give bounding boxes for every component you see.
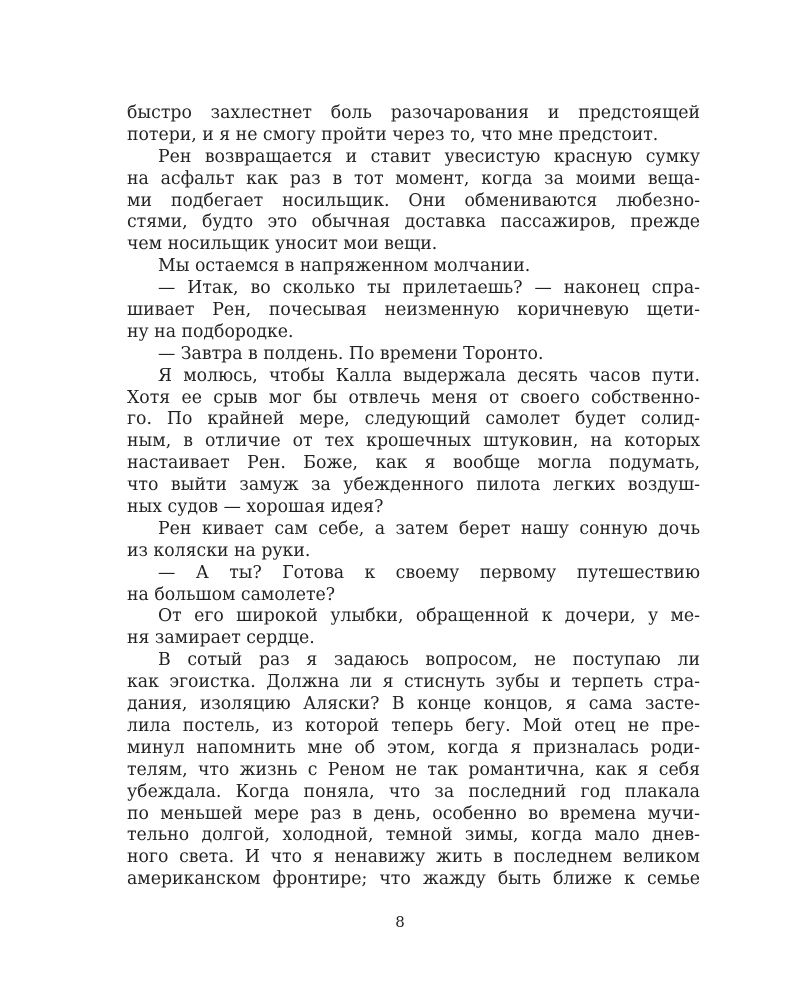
text-line: из коляски на руки.	[127, 540, 311, 561]
text-line: что выйти замуж за убежденного пилота легких воздуш-	[127, 475, 700, 496]
text-line: стями, будто это обычная доставка пассажиров, прежде	[127, 212, 700, 233]
text-line: потери, и я не смогу пройти через то, что мне предстоит.	[127, 124, 659, 145]
page-number: 8	[395, 913, 405, 931]
text-line: телям, что жизнь с Реном не так романтична, как я себя	[127, 759, 700, 780]
text-line: настаивает Рен. Боже, как я вообще могла подумать,	[127, 453, 700, 474]
text-line: ну на подбородке.	[127, 321, 294, 342]
text-line: ным, в отличие от тех крошечных штуковин, на которых	[127, 431, 700, 452]
text-line: чем носильщик уносит мои вещи.	[127, 234, 438, 255]
text-line: шивает Рен, почесывая неизменную коричневую щети-	[127, 300, 700, 321]
text-line: быстро захлестнет боль разочарования и предстоящей	[127, 103, 700, 123]
text-line: на большом самолете?	[127, 584, 335, 605]
text-line: ня замирает сердце.	[127, 628, 315, 649]
text-line: ми подбегает носильщик. Они обмениваются любезно-	[127, 190, 700, 211]
text-line: тельно долгой, холодной, темной зимы, когда мало днев-	[127, 825, 700, 846]
text-line: по меньшей мере раз в день, особенно во времена мучи-	[127, 803, 700, 824]
text-line: Рен возвращается и ставит увесистую красную сумку	[158, 146, 700, 167]
text-line: Мы остаемся в напряженном молчании.	[158, 256, 531, 277]
text-line: на асфальт как раз в тот момент, когда за моими веща-	[127, 168, 700, 189]
text-line: — Завтра в полдень. По времени Торонто.	[158, 343, 544, 364]
text-line: Я молюсь, чтобы Калла выдержала десять часов пути.	[158, 365, 700, 386]
text-line: лила постель, из которой теперь бегу. Мой отец не пре-	[127, 715, 700, 736]
page-body-text	[127, 103, 700, 891]
text-line: го. По крайней мере, следующий самолет будет солид-	[127, 409, 700, 430]
text-line: В сотый раз я задаюсь вопросом, не поступаю ли	[158, 650, 700, 671]
text-line: От его широкой улыбки, обращенной к дочери, у ме-	[158, 606, 700, 627]
text-line: как эгоистка. Должна ли я стиснуть зубы и терпеть стра-	[127, 672, 700, 693]
text-line: — Итак, во сколько ты прилетаешь? — наконец спра-	[158, 278, 700, 299]
text-line: американском фронтире; что жажду быть ближе к семье	[127, 869, 700, 890]
text-line: Рен кивает сам себе, а затем берет нашу сонную дочь	[158, 518, 700, 539]
text-line: убеждала. Когда поняла, что за последний год плакала	[127, 781, 700, 802]
text-line: минул напомнить мне об этом, когда я призналась роди-	[127, 737, 700, 758]
text-line: Хотя ее срыв мог бы отвлечь меня от своего собственно-	[127, 387, 700, 408]
text-line: ного света. И что я ненавижу жить в последнем великом	[127, 847, 700, 868]
text-line: дания, изоляцию Аляски? В конце концов, я сама засте-	[127, 694, 700, 715]
text-line: ных судов — хорошая идея?	[127, 497, 384, 518]
text-line: — А ты? Готова к своему первому путешествию	[158, 562, 700, 583]
